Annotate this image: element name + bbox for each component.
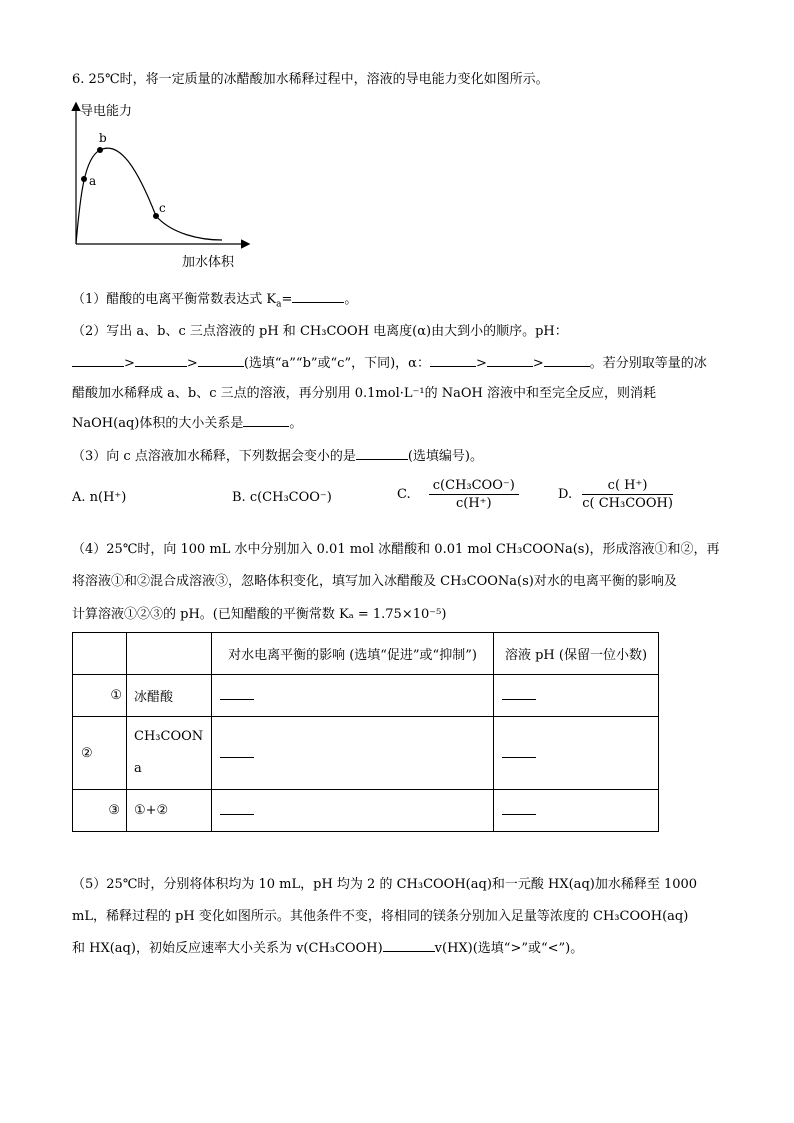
part2-line4-prefix: NaOH(aq)体积的大小关系是 <box>72 416 244 431</box>
answer-blank-ph-3[interactable] <box>198 352 244 367</box>
table-header-row <box>73 633 659 675</box>
y-axis-label: 导电能力 <box>80 104 133 119</box>
answer-blank-alpha-2[interactable] <box>487 352 533 367</box>
part1 <box>72 288 357 310</box>
answer-blank-naoh[interactable] <box>243 412 289 427</box>
part2-line1: （2）写出 a、b、c 三点溶液的 pH 和 CH₃COOH 电离度(α)由大到小的顺序。pH： <box>72 324 568 339</box>
answer-blank-ph-3-table[interactable] <box>502 802 536 815</box>
answer-blank-effect-1[interactable] <box>220 687 254 700</box>
ka-subscript: a <box>276 299 282 310</box>
point-c-label: c <box>159 201 166 215</box>
part3-prefix: （3）向 c 点溶液加水稀释，下列数据会变小的是 <box>72 449 356 464</box>
option-d <box>558 478 673 511</box>
conductivity-curve <box>76 148 222 244</box>
answer-blank-rate[interactable] <box>383 937 435 952</box>
option-a: A. n(H⁺) <box>72 490 127 505</box>
part5-line2: mL，稀释过程的 pH 变化如图所示。其他条件不变，将相同的镁条分别加入足量等浓度的 CH₃COOH(aq) <box>72 909 689 924</box>
part1-eq: = <box>281 292 293 307</box>
point-b <box>97 147 103 153</box>
x-axis-label: 加水体积 <box>182 255 235 270</box>
row-substance-line1: CH₃COON <box>134 729 204 744</box>
gt-sign: > <box>124 356 135 371</box>
part2-line3: 醋酸加水稀释成 a、b、c 三点的溶液，再分别用 0.1mol·L⁻¹的 NaOH 溶液中和至完全反应，则消耗 <box>72 386 656 401</box>
ph-cell <box>494 675 659 717</box>
table-row <box>73 675 659 717</box>
gt-sign: > <box>475 356 487 371</box>
option-d-fraction <box>582 478 673 511</box>
option-c-fraction <box>429 478 519 511</box>
part5-line1: （5）25℃时，分别将体积均为 10 mL，pH 均为 2 的 CH₃COOH(aq)和一元酸 HX(aq)加水稀释至 1000 <box>72 877 698 892</box>
ph-cell <box>494 790 659 832</box>
option-c <box>397 478 519 511</box>
row-number: ③ <box>73 790 127 832</box>
part4-line1: （4）25℃时，向 100 mL 水中分别加入 0.01 mol 冰醋酸和 0.01 mol CH₃COONa(s)，形成溶液①和②，再 <box>72 542 720 557</box>
row-substance: 冰醋酸 <box>127 675 212 717</box>
part2-line4-suffix: 。 <box>289 416 303 431</box>
part1-prefix: （1）醋酸的电离平衡常数表达式 K <box>72 292 277 307</box>
part1-suffix: 。 <box>344 292 358 307</box>
part4-line2: 将溶液①和②混合成溶液③，忽略体积变化，填写加入冰醋酸及 CH₃COONa(s)对水的电离平衡的影响及 <box>72 574 677 589</box>
header-cell <box>127 633 212 675</box>
answer-blank-effect-2[interactable] <box>220 745 254 758</box>
part5-line3-suffix: v(HX)(选填“>”或“<”)。 <box>434 941 584 956</box>
row-number: ① <box>73 675 127 717</box>
header-cell <box>73 633 127 675</box>
answer-blank-alpha-3[interactable] <box>544 352 590 367</box>
option-c-numerator: c(CH₃COO⁻) <box>429 478 519 495</box>
ph-cell <box>494 717 659 790</box>
option-d-denominator: c( CH₃COOH) <box>582 496 673 511</box>
part5-line3 <box>72 937 583 956</box>
option-d-numerator: c( H⁺) <box>582 478 673 495</box>
row-substance-line2: a <box>134 761 142 776</box>
option-c-label: C. <box>397 487 411 502</box>
part2-hint: (选填“a”“b”或“c”，下同)，α： <box>243 356 430 371</box>
header-effect: 对水电离平衡的影响 (选填“促进”或“抑制”) <box>212 633 494 675</box>
question-intro: 6. 25℃时，将一定质量的冰醋酸加水稀释过程中，溶液的导电能力变化如图所示。 <box>72 72 549 87</box>
row-substance <box>127 717 212 790</box>
effect-cell <box>212 675 494 717</box>
answer-blank-ph-2[interactable] <box>135 352 187 367</box>
header-ph: 溶液 pH (保留一位小数) <box>494 633 659 675</box>
part5-line3-prefix: 和 HX(aq)，初始反应速率大小关系为 v(CH₃COOH) <box>72 941 383 956</box>
answer-blank-ph-2-table[interactable] <box>502 745 536 758</box>
gt-sign: > <box>532 356 544 371</box>
row-substance: ①+② <box>127 790 212 832</box>
answer-blank-ka[interactable] <box>292 288 344 303</box>
answer-blank-effect-3[interactable] <box>220 802 254 815</box>
answer-blank-ph-1[interactable] <box>72 352 124 367</box>
part2-line4 <box>72 412 302 431</box>
point-a-label: a <box>89 174 97 188</box>
option-d-label: D. <box>558 487 573 502</box>
table-row <box>73 717 659 790</box>
answer-blank-ph-1-table[interactable] <box>502 687 536 700</box>
answer-blank-part3[interactable] <box>356 445 408 460</box>
effect-cell <box>212 790 494 832</box>
effect-cell <box>212 717 494 790</box>
part3-suffix: (选填编号)。 <box>407 449 483 464</box>
option-b: B. c(CH₃COO⁻) <box>232 490 332 505</box>
part2-tail: 。若分别取等量的冰 <box>589 356 707 371</box>
point-b-label: b <box>99 131 107 145</box>
point-a <box>81 176 87 182</box>
answer-blank-alpha-1[interactable] <box>430 352 476 367</box>
row-number: ② <box>73 717 127 790</box>
answer-table <box>72 632 659 832</box>
part4-line3: 计算溶液①②③的 pH。(已知醋酸的平衡常数 Kₐ = 1.75×10⁻⁵) <box>72 607 447 622</box>
gt-sign: > <box>186 356 198 371</box>
option-c-denominator: c(H⁺) <box>455 496 492 511</box>
conductivity-graph <box>60 98 260 270</box>
part3 <box>72 445 483 464</box>
part2-line2 <box>72 352 707 371</box>
table-row <box>73 790 659 832</box>
